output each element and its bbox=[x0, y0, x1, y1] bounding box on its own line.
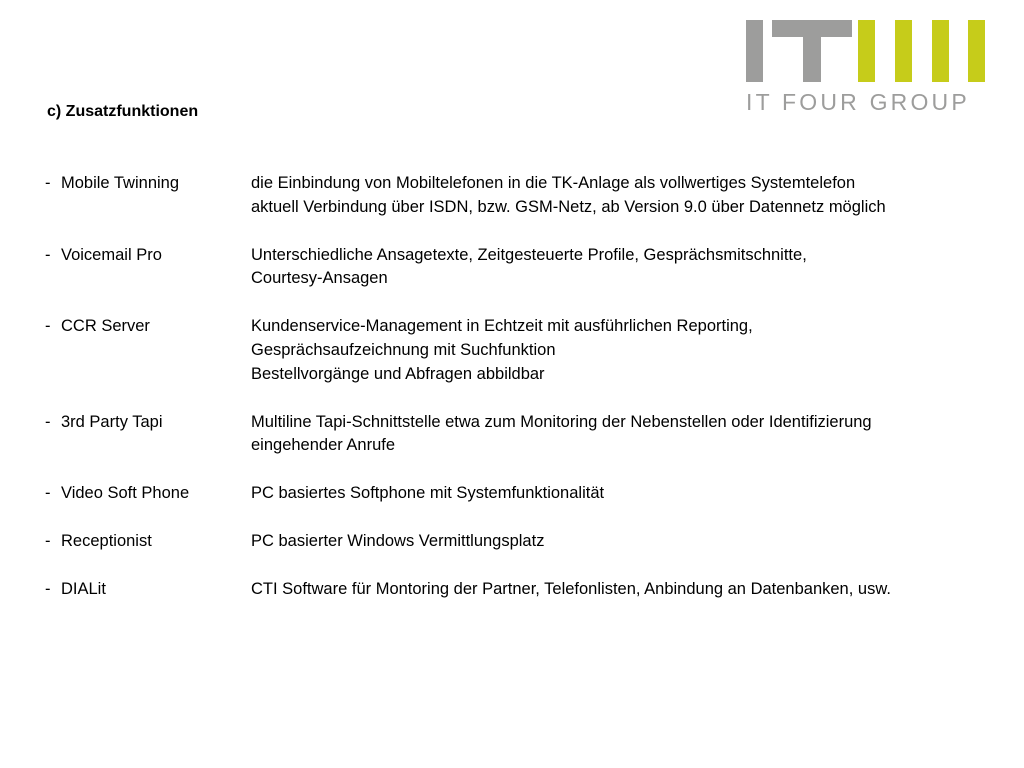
description-line: Unterschiedliche Ansagetexte, Zeitgesteuerte Profile, Gesprächsmitschnitte, bbox=[251, 245, 807, 264]
feature-title: Voicemail Pro bbox=[61, 245, 162, 264]
feature-item bbox=[45, 530, 1005, 554]
company-logo bbox=[744, 20, 990, 112]
bullet-dash: - bbox=[45, 531, 51, 550]
description-line: Kundenservice-Management in Echtzeit mit ausführlichen Reporting, bbox=[251, 317, 753, 336]
bullet-dash: - bbox=[45, 317, 51, 336]
feature-title: Video Soft Phone bbox=[61, 484, 190, 503]
description-line: die Einbindung von Mobiltelefonen in die TK-Anlage als vollwertiges Systemtelefon bbox=[251, 174, 856, 192]
feature-item bbox=[45, 172, 1005, 220]
feature-description bbox=[251, 578, 1005, 602]
feature-name bbox=[45, 315, 251, 386]
feature-title: Mobile Twinning bbox=[61, 174, 180, 192]
bullet-dash: - bbox=[45, 245, 51, 264]
description-line: Bestellvorgänge und Abfragen abbildbar bbox=[251, 364, 545, 383]
description-line: aktuell Verbindung über ISDN, bzw. GSM-Netz, ab Version 9.0 über Datennetz möglich bbox=[251, 197, 886, 216]
logo-letter-i bbox=[746, 20, 763, 82]
logo-bar-4 bbox=[968, 20, 985, 82]
feature-title: CCR Server bbox=[61, 317, 150, 336]
feature-description bbox=[251, 411, 1005, 459]
feature-name bbox=[45, 244, 251, 292]
logo-bar-1 bbox=[858, 20, 875, 82]
bullet-dash: - bbox=[45, 412, 51, 431]
feature-item bbox=[45, 244, 1005, 292]
feature-description bbox=[251, 172, 1005, 220]
feature-name bbox=[45, 578, 251, 602]
bullet-dash: - bbox=[45, 174, 51, 192]
feature-item bbox=[45, 578, 1005, 602]
bullet-dash: - bbox=[45, 579, 51, 598]
feature-item bbox=[45, 482, 1005, 506]
logo-bar-3 bbox=[932, 20, 949, 82]
description-line: Gesprächsaufzeichnung mit Suchfunktion bbox=[251, 340, 556, 359]
feature-name bbox=[45, 530, 251, 554]
feature-title: DIALit bbox=[61, 579, 106, 598]
bullet-dash: - bbox=[45, 484, 51, 503]
description-line: eingehender Anrufe bbox=[251, 436, 396, 455]
feature-title: 3rd Party Tapi bbox=[61, 412, 163, 431]
logo-wordmark: IT FOUR GROUP bbox=[746, 89, 970, 112]
logo-bar-2 bbox=[895, 20, 912, 82]
feature-name bbox=[45, 482, 251, 506]
feature-description bbox=[251, 244, 1005, 292]
feature-list bbox=[45, 172, 1005, 626]
feature-item bbox=[45, 411, 1005, 459]
description-line: PC basiertes Softphone mit Systemfunktionalität bbox=[251, 484, 605, 503]
feature-name bbox=[45, 411, 251, 459]
description-line: CTI Software für Montoring der Partner, Telefonlisten, Anbindung an Datenbanken, usw. bbox=[251, 579, 891, 598]
description-line: Multiline Tapi-Schnittstelle etwa zum Monitoring der Nebenstellen oder Identifizierung bbox=[251, 412, 872, 431]
logo-letter-t-stem bbox=[803, 20, 821, 82]
feature-description bbox=[251, 530, 1005, 554]
description-line: PC basierter Windows Vermittlungsplatz bbox=[251, 531, 545, 550]
feature-description bbox=[251, 482, 1005, 506]
feature-item bbox=[45, 315, 1005, 386]
description-line: Courtesy-Ansagen bbox=[251, 269, 388, 288]
logo-graphic bbox=[744, 20, 990, 112]
feature-title: Receptionist bbox=[61, 531, 152, 550]
section-heading: c) Zusatzfunktionen bbox=[47, 103, 199, 120]
feature-description bbox=[251, 315, 1005, 386]
feature-name bbox=[45, 172, 251, 220]
